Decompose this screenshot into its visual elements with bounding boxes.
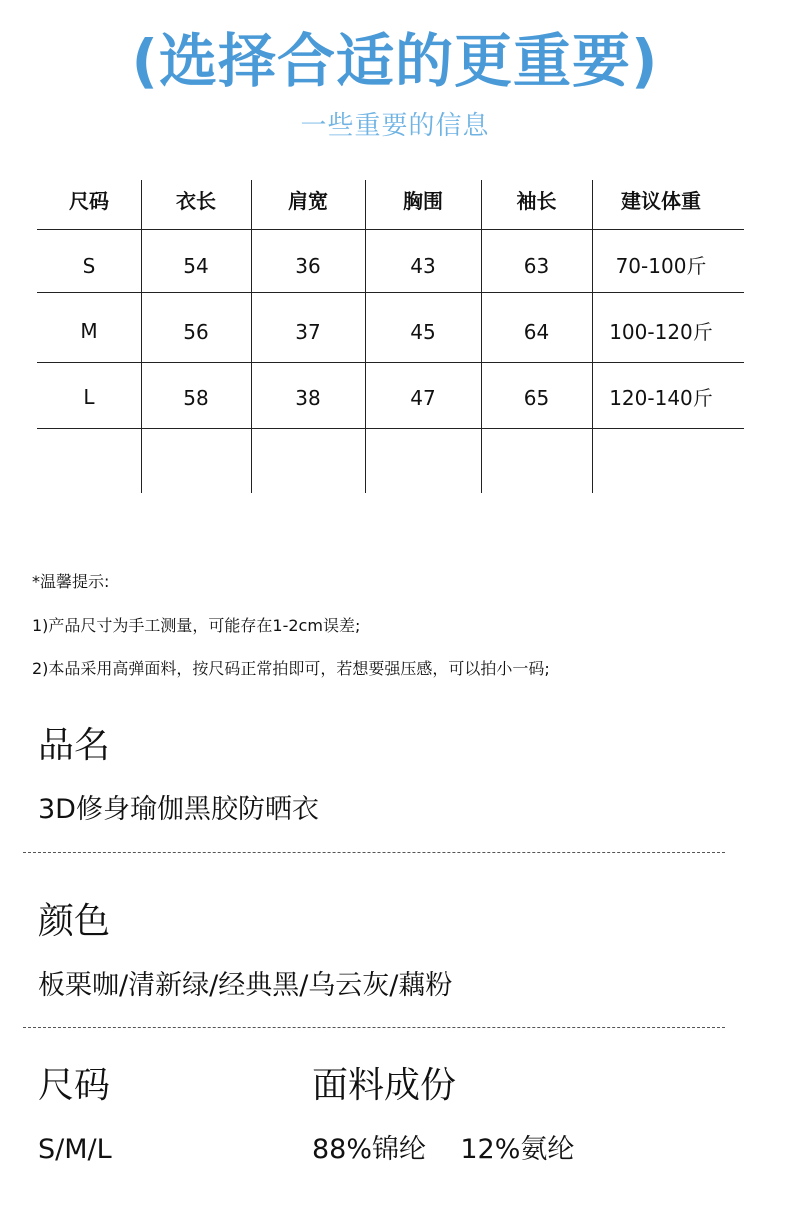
table-cell: 120-140斤: [609, 386, 713, 410]
table-cell: 47: [410, 386, 436, 410]
column-header-chest: 胸围: [403, 189, 443, 213]
column-header-sleeve: 袖长: [516, 189, 557, 213]
color-value: 板栗咖/清新绿/经典黑/乌云灰/藕粉: [38, 970, 453, 1001]
size-value: S/M/L: [38, 1134, 112, 1165]
product-name-value: 3D修身瑜伽黑胶防晒衣: [38, 794, 319, 825]
table-cell: 65: [523, 386, 550, 410]
size-table: [37, 172, 744, 494]
table-cell: 63: [523, 254, 550, 278]
table-cell: L: [83, 385, 95, 409]
table-cell: 38: [295, 386, 321, 410]
table-cell: 56: [183, 320, 209, 344]
notes-heading: *温馨提示:: [32, 572, 110, 591]
product-name-label: 品名: [38, 725, 111, 766]
table-rule: [37, 229, 744, 230]
note-item: 1)产品尺寸为手工测量，可能存在1-2cm误差;: [32, 616, 361, 635]
fabric-value: 88%锦纶 12%氨纶: [312, 1134, 575, 1165]
table-cell: 64: [523, 320, 550, 344]
table-cell: 58: [183, 386, 209, 410]
table-cell: 43: [410, 254, 436, 278]
page-title: (选择合适的更重要): [131, 27, 659, 95]
table-rule: [37, 362, 744, 363]
section-divider: [23, 1027, 725, 1028]
table-cell: M: [80, 319, 98, 343]
table-rule: [37, 428, 744, 429]
table-rule: [37, 292, 744, 293]
table-cell: 37: [295, 320, 321, 344]
table-cell: 100-120斤: [609, 320, 713, 344]
column-header-weight: 建议体重: [621, 189, 701, 213]
table-cell: S: [82, 254, 96, 278]
note-item: 2)本品采用高弹面料，按尺码正常拍即可，若想要强压感，可以拍小一码;: [32, 659, 550, 678]
size-label: 尺码: [38, 1065, 111, 1106]
table-cell: 45: [410, 320, 436, 344]
fabric-label: 面料成份: [312, 1065, 457, 1106]
column-header-size: 尺码: [69, 189, 109, 213]
table-cell: 36: [295, 254, 321, 278]
table-cell: 70-100斤: [615, 254, 707, 278]
color-label: 颜色: [38, 901, 111, 942]
column-header-shoulder: 肩宽: [288, 189, 328, 213]
column-header-length: 衣长: [176, 189, 216, 213]
page-subtitle: 一些重要的信息: [300, 111, 490, 141]
section-divider: [23, 852, 725, 853]
table-cell: 54: [183, 254, 209, 278]
